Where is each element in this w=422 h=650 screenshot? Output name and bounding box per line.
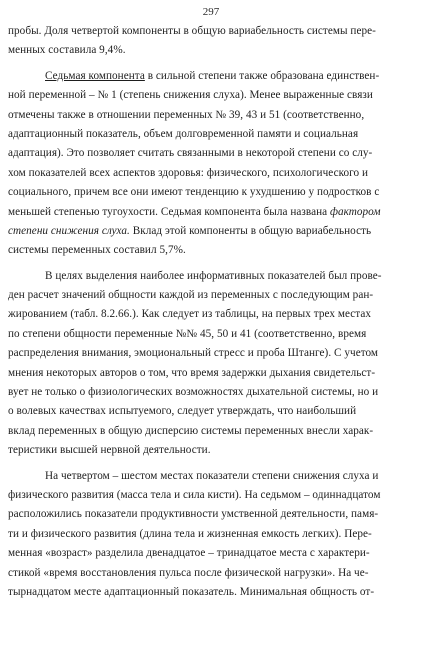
- text-line: В целях выделения наиболее информативных показателей был прове-: [45, 269, 382, 282]
- text-line: менных составила 9,4%.: [8, 44, 126, 57]
- text-line: ти и физического развития (длина тела и жизненная емкость легких). Пере-: [8, 527, 372, 540]
- text-line: хом показателей всех аспектов здоровья: физического, психологического и: [8, 166, 369, 179]
- text-line: адаптация). Это позволяет считать связанными в некоторой степени со слу-: [8, 147, 373, 160]
- text-line: тырнадцатом месте адаптационный показатель. Минимальная общность от-: [8, 585, 375, 598]
- text-line: отмечены также в отношении переменных № 39, 43 и 51 (соответственно,: [8, 108, 365, 121]
- text-line: физического развития (масса тела и сила кисти). На седьмом – одиннадцатом: [8, 488, 381, 501]
- text-line: мнения некоторых авторов о том, что время задержки дыхания свидетельст-: [8, 366, 376, 379]
- text-span: меньшей степенью тугоухости. Седьмая компонента была названа: [8, 205, 330, 218]
- body-text: [8, 22, 418, 602]
- text-span: Вклад этой компоненты в общую вариабельность: [129, 224, 372, 237]
- text-line: стикой «время восстановления пульса после физической нагрузки». На че-: [8, 566, 369, 579]
- text-span: в сильной степени также образована единствен-: [144, 69, 380, 82]
- text-line: адаптационный показатель, объем долговременной памяти и социальная: [8, 127, 359, 140]
- text-line: вует не только о физиологических возможностях дыхательной системы, но и: [8, 386, 379, 399]
- text-line: распределения внимания, эмоциональный стресс и проба Штанге). С учетом: [8, 347, 379, 360]
- page-number: 297: [202, 6, 220, 18]
- text-line: менная «возраст» разделила двенадцатое – тринадцатое места с характери-: [8, 547, 370, 560]
- text-line: теристики высшей нервной деятельности.: [8, 444, 211, 457]
- underlined-heading: Седьмая компонента: [45, 69, 145, 82]
- text-line: социального, причем все они имеют тенденцию к ухудшению у подростков с: [8, 186, 380, 199]
- text-line: о волевых качествах испытуемого, следует утверждать, что наибольший: [8, 405, 357, 418]
- text-line: расположились показатели продуктивности умственной деятельности, памя-: [8, 508, 379, 521]
- text-line: [8, 67, 418, 86]
- text-line: жированием (табл. 8.2.66.). Как следует из таблицы, на первых трех местах: [8, 308, 371, 321]
- text-line: ден расчет значений общности каждой из переменных с последующим ран-: [8, 289, 374, 302]
- text-line: На четвертом – шестом местах показатели степени снижения слуха и: [45, 469, 379, 482]
- text-line: ной переменной – № 1 (степень снижения слуха). Менее выраженные связи: [8, 89, 373, 102]
- text-line: вклад переменных в общую дисперсию системы переменных внесли харак-: [8, 424, 374, 437]
- italic-term: степени снижения слуха.: [8, 224, 130, 237]
- text-line: [8, 203, 418, 222]
- text-line: пробы. Доля четвертой компоненты в общую вариабельность системы пере-: [8, 25, 376, 37]
- text-line: по степени общности переменные №№ 45, 50 и 41 (соответственно, время: [8, 327, 367, 340]
- text-line: системы переменных составил 5,7%.: [8, 244, 186, 257]
- text-line: [8, 222, 418, 241]
- italic-term: фактором: [329, 205, 381, 218]
